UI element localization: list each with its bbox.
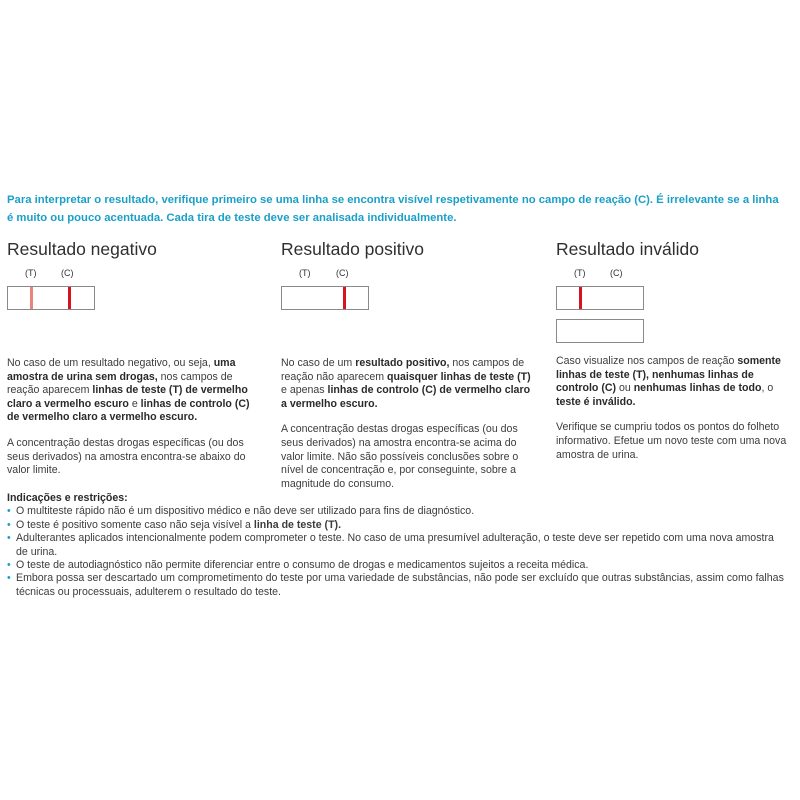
control-line-c <box>343 287 346 309</box>
bullet-icon: • <box>7 532 11 545</box>
test-line-t <box>30 287 33 309</box>
label-t: (T) <box>25 268 37 278</box>
list-item: • Embora possa ser descartado um comprometimento do teste por uma variedade de substâncias, não pode ser excluído que outras substâncias, assim como falhas técnicas ou processuais, adulterem o resultado do teste. <box>7 572 784 598</box>
strip-labels <box>556 268 796 282</box>
strip-labels <box>7 268 257 282</box>
test-strip-positive <box>281 286 369 310</box>
positive-concentration-note: A concentração destas drogas específicas (ou dos seus derivados) na amostra encontra-se acima do valor limite. Não são possíveis conclusões sobre o nível de concentração e, por conseguinte, sobre a magnitude do consumo. <box>281 423 519 490</box>
bullet-icon: • <box>7 559 11 572</box>
label-t: (T) <box>574 268 586 278</box>
negative-concentration-note: A concentração destas drogas específicas (ou dos seus derivados) na amostra encontra-se abaixo do valor limite. <box>7 436 246 477</box>
test-strip-negative <box>7 286 95 310</box>
bullet-icon: • <box>7 505 11 518</box>
invalid-description: Caso visualize nos campos de reação somente linhas de teste (T), nenhumas linhas de controlo (C) ou nenhumas linhas de todo, o teste é inválido. <box>556 355 781 408</box>
list-item: • O teste é positivo somente caso não seja visível a linha de teste (T). <box>7 518 342 531</box>
positive-title: Resultado positivo <box>281 239 424 259</box>
list-item: • O multiteste rápido não é um dispositivo médico e não deve ser utilizado para fins de diagnóstico. <box>7 505 475 518</box>
test-strip-invalid-test-only <box>556 286 644 310</box>
bullet-icon: • <box>7 518 11 531</box>
bullet-icon: • <box>7 572 11 585</box>
invalid-retest-note: Verifique se cumpriu todos os pontos do folheto informativo. Efetue um novo teste com uma nova amostra de urina. <box>556 421 787 461</box>
control-line-c <box>68 287 71 309</box>
positive-description: No caso de um resultado positivo, nos campos de reação não aparecem quaisquer linhas de teste (T) e apenas linhas de controlo (C) de vermelho claro a vermelho escuro. <box>281 357 531 410</box>
invalid-title: Resultado inválido <box>556 239 700 259</box>
invalid-result-section <box>556 237 796 462</box>
negative-description: No caso de um resultado negativo, ou seja, uma amostra de urina sem drogas, nos campos de reação aparecem linhas de teste (T) de vermelho claro a vermelho escuro e linhas de controlo (C) de vermelho claro a vermelho escuro. <box>7 357 250 424</box>
label-t: (T) <box>299 268 311 278</box>
negative-result-section <box>7 237 257 478</box>
notes-section <box>7 492 787 599</box>
positive-result-section <box>281 237 531 491</box>
test-strip-invalid-empty <box>556 319 644 343</box>
strip-labels <box>281 268 531 282</box>
intro-text: Para interpretar o resultado, verifique primeiro se uma linha se encontra visível respetivamente no campo de reação (C). É irrelevante se a linha é muito ou pouco acentuada. Cada tira de teste deve ser analisada individualmente. <box>7 194 779 224</box>
notes-title: Indicações e restrições: <box>7 492 128 504</box>
label-c: (C) <box>610 268 623 278</box>
label-c: (C) <box>336 268 349 278</box>
notes-list <box>7 505 787 599</box>
test-line-t <box>579 287 582 309</box>
negative-title: Resultado negativo <box>7 239 157 259</box>
list-item: • O teste de autodiagnóstico não permite diferenciar entre o consumo de drogas e medicamentos sujeitos a receita médica. <box>7 559 589 572</box>
label-c: (C) <box>61 268 74 278</box>
list-item: • Adulterantes aplicados intencionalmente podem comprometer o teste. No caso de uma presumível adulteração, o teste deve ser repetido com uma nova amostra de urina. <box>7 532 774 558</box>
